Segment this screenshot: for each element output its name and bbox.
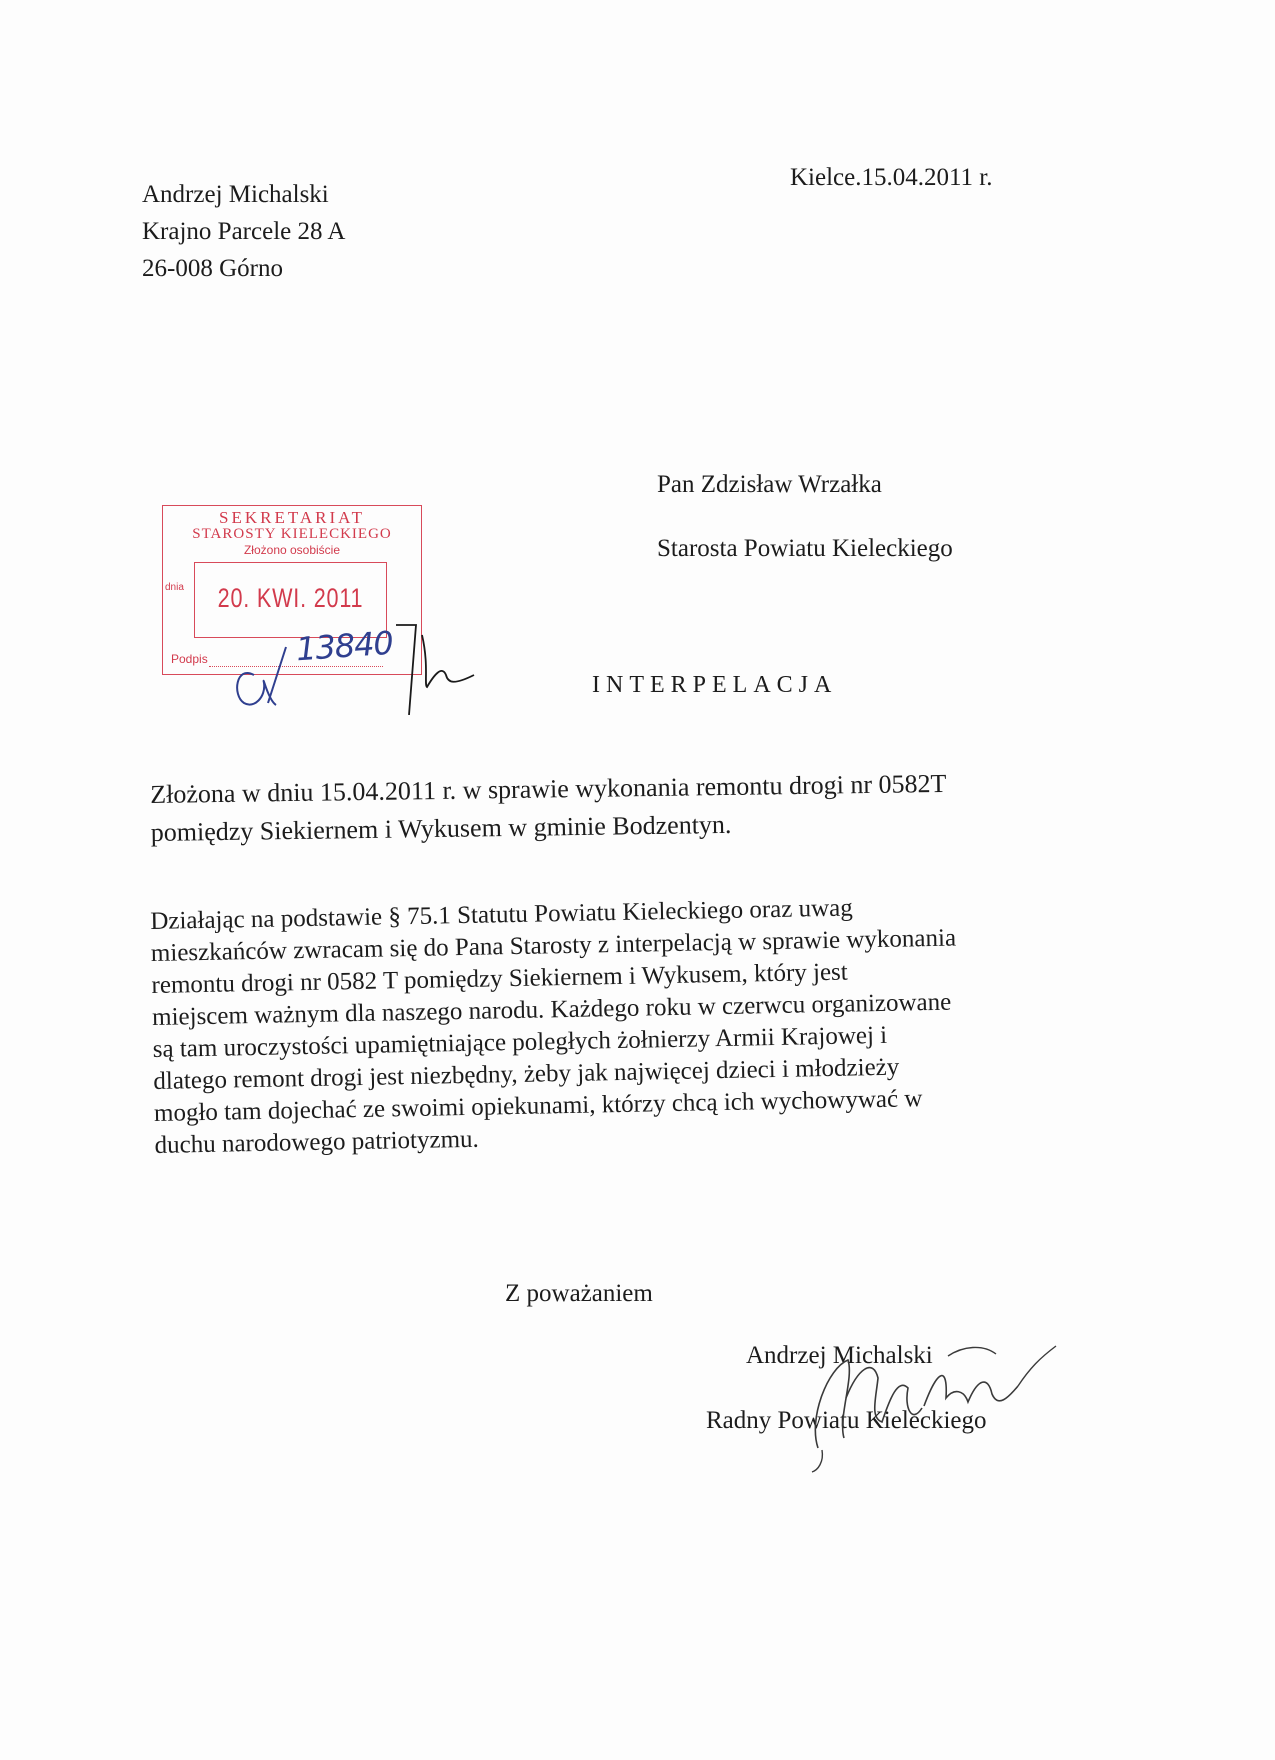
subject-line: pomiędzy Siekiernem i Wykusem w gminie Bodzentyn. — [150, 809, 732, 847]
body-line: mieszkańców zwracam się do Pana Starosty z interpelacją w sprawie wykonania — [150, 924, 957, 967]
signatory-role: Radny Powiatu Kieleckiego — [706, 1407, 987, 1434]
sender-street: Krajno Parcele 28 A — [142, 218, 346, 245]
body-line: Działając na podstawie § 75.1 Statutu Powiatu Kieleckiego oraz uwag — [150, 894, 854, 935]
sender-name: Andrzej Michalski — [142, 181, 329, 208]
document-heading: INTERPELACJA — [592, 672, 838, 698]
body-line: mogło tam dojechać ze swoimi opiekunami, którzy chcą ich wychowywać w — [153, 1085, 923, 1127]
sender-city: 26-008 Górno — [142, 255, 283, 282]
letter-date: Kielce.15.04.2011 r. — [790, 164, 993, 191]
subject-paragraph — [150, 765, 947, 852]
body-paragraph — [150, 891, 960, 1162]
stamp-date: 20. KWI. 2011 — [217, 583, 364, 613]
stamp-date-label: dnia — [165, 582, 184, 593]
handwritten-signature — [778, 1338, 1068, 1478]
recipient-title: Starosta Powiatu Kieleckiego — [657, 535, 953, 562]
body-line: duchu narodowego patriotyzmu. — [154, 1125, 480, 1159]
stamp-subtitle: STAROSTY KIELECKIEGO — [192, 526, 392, 542]
body-line: miejscem ważnym dla naszego narodu. Każdego roku w czerwcu organizowane — [151, 988, 952, 1031]
sender-address — [142, 176, 345, 287]
body-line: są tam uroczystości upamiętniające poległych żołnierzy Armii Krajowej i — [152, 1021, 888, 1063]
stamp-note: Złożono osobiście — [243, 543, 341, 557]
recipient-name: Pan Zdzisław Wrzałka — [657, 471, 882, 498]
stamp-sign-label: Podpis — [171, 652, 208, 666]
handwritten-number: 13840 — [294, 623, 395, 669]
body-line: dlatego remont drogi jest niezbędny, żeby jak najwięcej dzieci i młodzieży — [153, 1053, 900, 1095]
closing-salutation: Z poważaniem — [505, 1280, 653, 1307]
subject-line: Złożona w dniu 15.04.2011 r. w sprawie wykonania remontu drogi nr 0582T — [150, 768, 947, 809]
signatory-name: Andrzej Michalski — [746, 1342, 933, 1369]
body-line: remontu drogi nr 0582 T pomiędzy Siekiernem i Wykusem, który jest — [151, 958, 848, 999]
stamp-title: SEKRETARIAT — [219, 508, 365, 527]
